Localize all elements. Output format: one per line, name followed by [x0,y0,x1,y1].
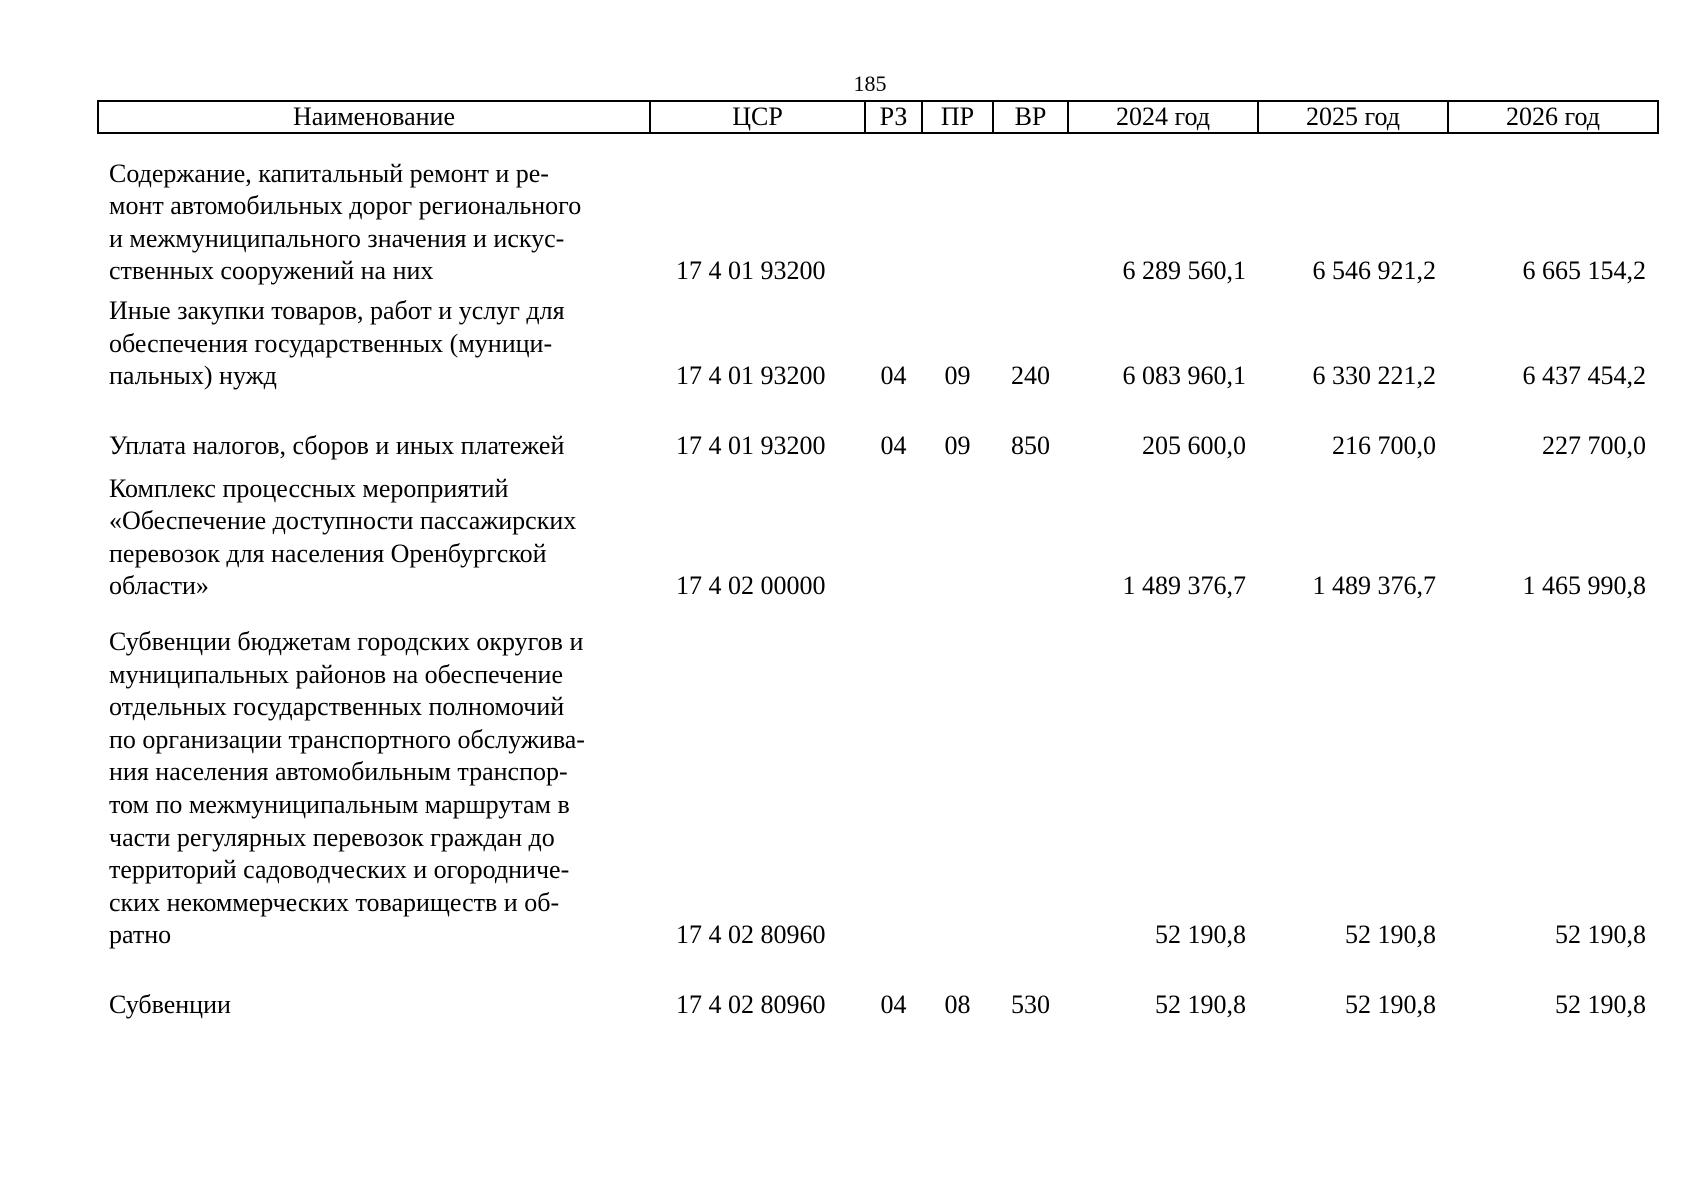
cell-vr [993,603,1068,952]
row-name [98,463,650,603]
cell-csr: 17 4 02 80960 [676,920,826,950]
row-name-line: ственных сооружений на них [109,256,434,286]
row-name-line: пальных) нужд [109,361,277,391]
row-name-line: Комплекс процессных мероприятий [109,473,509,503]
cell-y2024: 6 289 560,1 [1122,256,1246,286]
row-name-line: ратно [109,920,172,950]
cell-vr: 850 [1011,431,1050,461]
table-row [98,393,1658,463]
row-name-line: «Обеспечение доступности пассажирских [109,506,577,536]
table-row [98,463,1658,603]
header-pr: ПР [922,101,993,133]
table-row [98,603,1658,952]
row-name-line: по организации транспортного обслужива- [109,724,585,754]
page-number: 185 [853,71,887,96]
cell-pr: 09 [944,431,971,461]
cell-y2026: 6 665 154,2 [1522,256,1646,286]
cell-csr: 17 4 02 80960 [676,990,826,1020]
cell-y2026: 1 465 990,8 [1522,571,1646,601]
cell-rz [865,133,922,288]
cell-y2024: 52 190,8 [1155,920,1246,950]
cell-y2025: 216 700,0 [1332,431,1436,461]
cell-y2025: 6 330 221,2 [1312,361,1436,391]
cell-rz [865,603,922,952]
row-name [98,288,650,393]
row-name-line: и межмуниципального значения и искус- [109,223,565,253]
header-2024: 2024 год [1068,101,1258,133]
cell-y2024: 6 083 960,1 [1122,361,1246,391]
row-name [98,952,650,1022]
table-row [98,288,1658,393]
cell-y2025: 52 190,8 [1345,990,1436,1020]
table-row [98,133,1658,288]
row-name-line: Иные закупки товаров, работ и услуг для [109,296,565,326]
header-vr: ВР [993,101,1068,133]
cell-y2024: 205 600,0 [1142,431,1246,461]
cell-csr: 17 4 01 93200 [676,431,826,461]
table-header-row [98,101,1658,133]
cell-y2026: 52 190,8 [1555,920,1646,950]
row-name-line: части регулярных перевозок граждан до [109,822,555,852]
row-name [98,393,650,463]
header-name: Наименование [98,101,650,133]
cell-y2024: 1 489 376,7 [1122,571,1246,601]
cell-y2024: 52 190,8 [1155,990,1246,1020]
cell-rz: 04 [880,431,907,461]
cell-pr [922,133,993,288]
row-name-line: ния населения автомобильным транспор- [109,757,568,787]
cell-csr: 17 4 01 93200 [676,256,826,286]
row-name-line: территорий садоводческих и огородниче- [109,855,570,885]
row-name-line: Субвенции бюджетам городских округов и [109,627,584,657]
cell-rz: 04 [880,990,907,1020]
header-2026: 2026 год [1448,101,1658,133]
row-name-line: отдельных государственных полномочий [109,692,565,722]
cell-vr [993,463,1068,603]
table-row [98,952,1658,1022]
row-name [98,133,650,288]
row-name-line: Содержание, капитальный ремонт и ре- [109,158,549,188]
cell-csr: 17 4 02 00000 [676,571,826,601]
row-name-line: ских некоммерческих товариществ и об- [109,887,560,917]
cell-vr: 240 [1011,361,1050,391]
cell-csr: 17 4 01 93200 [676,361,826,391]
budget-table [97,100,1659,1022]
row-name-line: области» [109,571,209,601]
cell-y2025: 52 190,8 [1345,920,1436,950]
header-2025: 2025 год [1258,101,1448,133]
row-name-line: том по межмуниципальным маршрутам в [109,790,570,820]
row-name-line: монт автомобильных дорог регионального [109,191,582,221]
cell-y2026: 52 190,8 [1555,990,1646,1020]
cell-rz: 04 [880,361,907,391]
row-name-line: муниципальных районов на обеспечение [109,659,564,689]
cell-pr: 08 [944,990,971,1020]
cell-y2025: 1 489 376,7 [1312,571,1436,601]
cell-pr [922,463,993,603]
row-name [98,603,650,952]
header-csr: ЦСР [650,101,865,133]
cell-y2026: 6 437 454,2 [1522,361,1646,391]
row-name-line: Субвенции [109,990,231,1020]
cell-vr: 530 [1011,990,1050,1020]
cell-pr [922,603,993,952]
row-name-line: Уплата налогов, сборов и иных платежей [109,431,565,461]
cell-rz [865,463,922,603]
cell-vr [993,133,1068,288]
cell-y2025: 6 546 921,2 [1312,256,1436,286]
row-name-line: обеспечения государственных (муници- [109,328,553,358]
cell-y2026: 227 700,0 [1542,431,1646,461]
header-rz: РЗ [865,101,922,133]
cell-pr: 09 [944,361,971,391]
row-name-line: перевозок для населения Оренбургской [109,538,547,568]
